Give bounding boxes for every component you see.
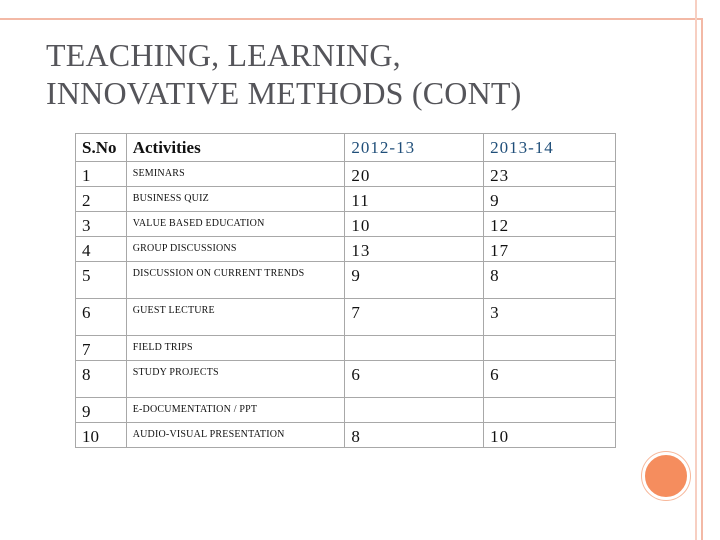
slide-frame-inner-line bbox=[695, 0, 697, 540]
table-row bbox=[76, 162, 616, 187]
slide-frame-right-line bbox=[701, 18, 703, 540]
activities-table bbox=[75, 133, 616, 448]
table-row bbox=[76, 398, 616, 423]
title-line-1: TEACHING, LEARNING, bbox=[46, 37, 401, 73]
cell-2012-13: 8 bbox=[345, 423, 484, 448]
cell-2013-14: 9 bbox=[484, 187, 616, 212]
cell-2012-13: 6 bbox=[345, 361, 484, 398]
cell-2013-14 bbox=[484, 336, 616, 361]
cell-sno: 10 bbox=[76, 423, 127, 448]
cell-activity: GROUP DISCUSSIONS bbox=[126, 237, 345, 262]
table-row bbox=[76, 423, 616, 448]
cell-2012-13: 13 bbox=[345, 237, 484, 262]
header-sno: S.No bbox=[76, 134, 127, 162]
cell-2012-13: 20 bbox=[345, 162, 484, 187]
cell-sno: 3 bbox=[76, 212, 127, 237]
page-title bbox=[46, 36, 521, 112]
cell-2013-14: 17 bbox=[484, 237, 616, 262]
cell-2012-13: 9 bbox=[345, 262, 484, 299]
table-row bbox=[76, 361, 616, 398]
cell-activity: GUEST LECTURE bbox=[126, 299, 345, 336]
table-row bbox=[76, 336, 616, 361]
cell-sno: 8 bbox=[76, 361, 127, 398]
cell-2012-13 bbox=[345, 398, 484, 423]
cell-2013-14: 8 bbox=[484, 262, 616, 299]
cell-2012-13 bbox=[345, 336, 484, 361]
cell-activity: FIELD TRIPS bbox=[126, 336, 345, 361]
table-header-row bbox=[76, 134, 616, 162]
table-row bbox=[76, 237, 616, 262]
title-line-2: INNOVATIVE METHODS (CONT) bbox=[46, 75, 522, 111]
header-2013-14: 2013-14 bbox=[484, 134, 616, 162]
header-2012-13: 2012-13 bbox=[345, 134, 484, 162]
table-row bbox=[76, 212, 616, 237]
cell-sno: 5 bbox=[76, 262, 127, 299]
cell-sno: 2 bbox=[76, 187, 127, 212]
cell-activity: E-DOCUMENTATION / PPT bbox=[126, 398, 345, 423]
cell-2013-14: 10 bbox=[484, 423, 616, 448]
cell-activity: AUDIO-VISUAL PRESENTATION bbox=[126, 423, 345, 448]
cell-activity: DISCUSSION ON CURRENT TRENDS bbox=[126, 262, 345, 299]
table-row bbox=[76, 299, 616, 336]
cell-activity: BUSINESS QUIZ bbox=[126, 187, 345, 212]
cell-sno: 6 bbox=[76, 299, 127, 336]
cell-2013-14: 3 bbox=[484, 299, 616, 336]
cell-2013-14: 6 bbox=[484, 361, 616, 398]
header-activities: Activities bbox=[126, 134, 345, 162]
cell-activity: VALUE BASED EDUCATION bbox=[126, 212, 345, 237]
cell-2013-14: 23 bbox=[484, 162, 616, 187]
cell-2013-14: 12 bbox=[484, 212, 616, 237]
table-row bbox=[76, 262, 616, 299]
cell-2012-13: 7 bbox=[345, 299, 484, 336]
cell-2012-13: 11 bbox=[345, 187, 484, 212]
cell-sno: 1 bbox=[76, 162, 127, 187]
cell-2013-14 bbox=[484, 398, 616, 423]
decorative-orange-circle bbox=[642, 452, 690, 500]
table-row bbox=[76, 187, 616, 212]
cell-sno: 4 bbox=[76, 237, 127, 262]
slide-frame-top-line bbox=[0, 18, 703, 20]
cell-activity: STUDY PROJECTS bbox=[126, 361, 345, 398]
cell-2012-13: 10 bbox=[345, 212, 484, 237]
cell-sno: 9 bbox=[76, 398, 127, 423]
cell-activity: SEMINARS bbox=[126, 162, 345, 187]
cell-sno: 7 bbox=[76, 336, 127, 361]
